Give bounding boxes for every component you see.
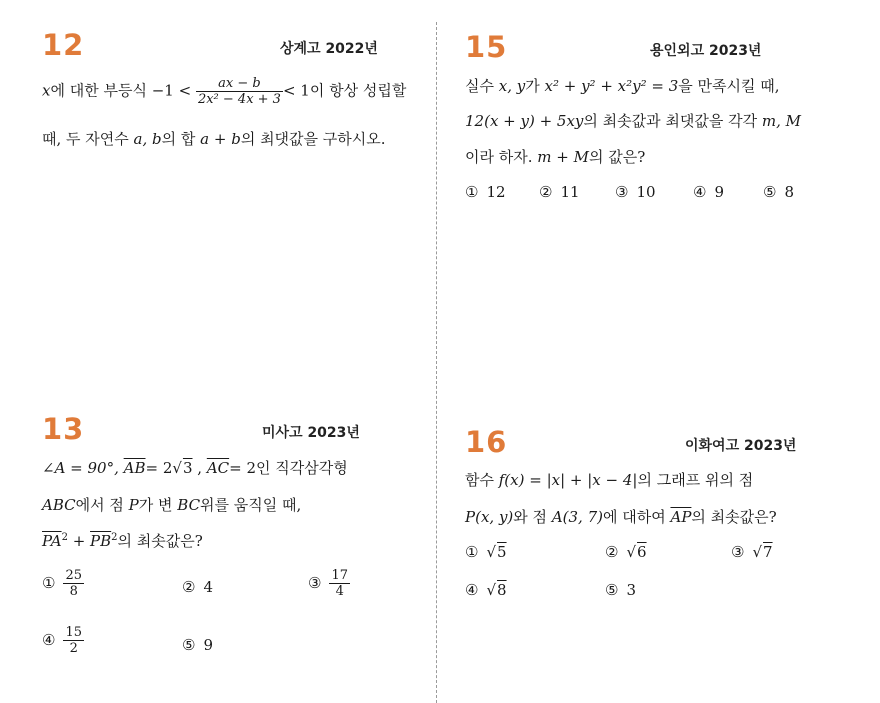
answer-choice-5[interactable]: ⑤ 9 <box>182 636 213 654</box>
problem-15 <box>465 30 845 210</box>
problem-number: 12 <box>42 28 85 62</box>
problem-text-line: x에 대한 부등식 −1 < $\frac{ax - b}{\text{2x² − 4x + 3}}$ < 1이 항상 성립할 <box>42 76 407 107</box>
problem-text-line: P(x, y)와 점 A(3, 7)에 대하여 $\overline{AP}$의 최솟값은? <box>465 508 777 526</box>
problem-13 <box>42 412 427 672</box>
problem-number: 13 <box>42 412 85 446</box>
answer-choice-4[interactable]: ④ $\frac{15}{2}$ <box>42 625 82 656</box>
problem-source: 상계고 2022년 <box>280 41 378 57</box>
answer-choice-1[interactable]: ① $\frac{25}{8}$ <box>42 568 82 599</box>
problem-16 <box>465 425 845 615</box>
problem-number: 16 <box>465 425 508 459</box>
problem-text-line: $\overline{PA}^2 + \overline{PB}^2$의 최솟값은? <box>42 532 203 550</box>
answer-choice-5[interactable]: ⑤ 3 <box>605 581 636 599</box>
column-divider <box>436 22 437 703</box>
square-root: √3 <box>172 459 193 477</box>
answer-choice-4[interactable]: ④ √8 <box>465 581 507 599</box>
problem-source: 이화여고 2023년 <box>685 438 797 454</box>
problem-text-line: 12(x + y) + 5xy의 최솟값과 최댓값을 각각 m, M <box>465 112 802 130</box>
answer-choice-3[interactable]: ③ √7 <box>731 543 773 561</box>
fraction: $\frac{ax - b}{\text{2x² − 4x + 3}}$ <box>197 76 281 107</box>
answer-choice-4[interactable]: ④ 9 <box>693 183 724 201</box>
answer-choice-3[interactable]: ③ 10 <box>615 183 656 201</box>
problem-text-line: 실수 x, y가 x² + y² + x²y² = 3을 만족시킬 때, <box>465 77 780 95</box>
answer-choice-3[interactable]: ③ $\frac{17}{4}$ <box>308 568 348 599</box>
problem-number: 15 <box>465 30 508 64</box>
answer-choice-1[interactable]: ① 12 <box>465 183 506 201</box>
answer-choice-2[interactable]: ② 4 <box>182 578 213 596</box>
problem-text-line: 함수 f(x) = |x| + |x − 4|의 그래프 위의 점 <box>465 471 754 489</box>
problem-text-line: 때, 두 자연수 a, b의 합 a + b의 최댓값을 구하시오. <box>42 130 386 148</box>
problem-12 <box>42 28 427 178</box>
answer-choice-2[interactable]: ② 11 <box>539 183 580 201</box>
problem-source: 용인외고 2023년 <box>650 43 762 59</box>
problem-text-line: ABC에서 점 P가 변 BC위를 움직일 때, <box>42 496 302 514</box>
problem-text-line: ∠A = 90°, $\overline{AB}= 2√3$ , $\overline{AC}= 2$인 직각삼각형 <box>42 459 348 477</box>
problem-source: 미사고 2023년 <box>262 425 360 441</box>
problem-text-line: 이라 하자. m + M의 값은? <box>465 148 646 166</box>
answer-choice-1[interactable]: ① √5 <box>465 543 507 561</box>
answer-choice-5[interactable]: ⑤ 8 <box>763 183 794 201</box>
answer-choice-2[interactable]: ② √6 <box>605 543 647 561</box>
